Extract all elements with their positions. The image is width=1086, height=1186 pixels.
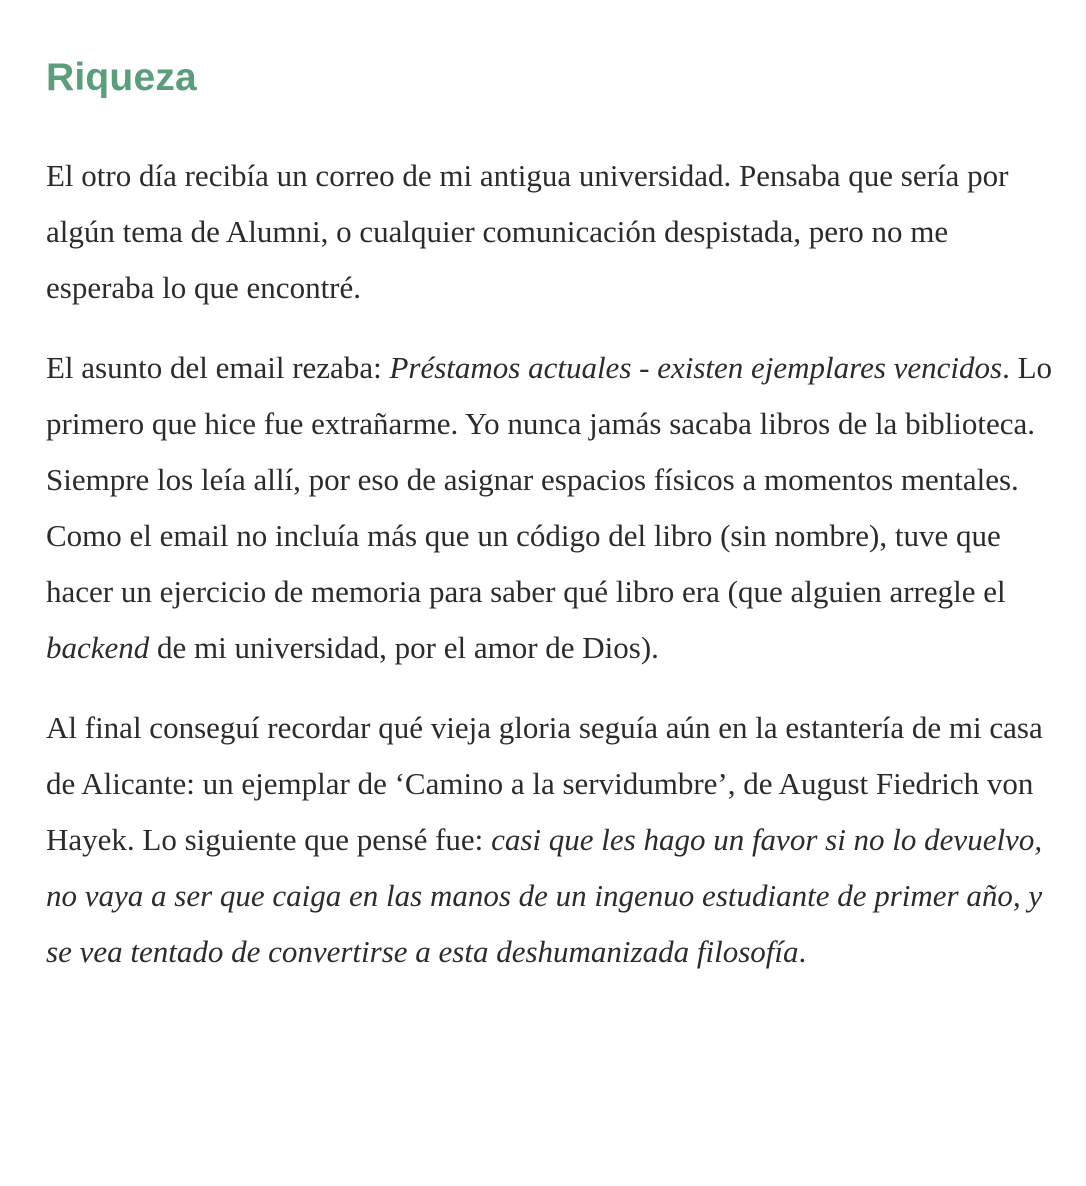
paragraph-2-text-a: El asunto del email rezaba: — [46, 350, 390, 385]
article-title: Riqueza — [46, 56, 197, 99]
email-subject-italic: Préstamos actuales - existen ejemplares vencidos — [389, 350, 1003, 385]
paragraph-1-text: El otro día recibía un correo de mi antigua universidad. Pensaba que sería por algún tema de Alumni, o cualquier comunicación despistada, pero no me esperaba lo que encontré. — [46, 158, 1009, 305]
paragraph-3-text-a: Al final conseguí recordar qué vieja gloria seguía aún en la estantería de mi casa de Alicante: un ejemplar de ‘Camino a la servidumbre’, de August Fiedrich von Hayek. Lo siguiente que pensé fue: — [46, 710, 1043, 857]
paragraph-3 — [46, 700, 1056, 980]
paragraph-1 — [46, 148, 1056, 316]
backend-italic: backend — [46, 630, 150, 665]
thought-italic: casi que les hago un favor si no lo devuelvo, no vaya a ser que caiga en las manos de un ingenuo estudiante de primer año, y se vea tentado de convertirse a esta deshumanizada filosofía — [46, 822, 1043, 969]
paragraph-2 — [46, 340, 1056, 676]
article-body — [46, 148, 1056, 980]
paragraph-2-text-e: de mi universidad, por el amor de Dios). — [149, 630, 659, 665]
paragraph-3-text-c: . — [798, 934, 807, 969]
paragraph-2-text-c: . Lo primero que hice fue extrañarme. Yo nunca jamás sacaba libros de la biblioteca. Siempre los leía allí, por eso de asignar espacios físicos a momentos mentales. Como el email no incluía más que un código del libro (sin nombre), tuve que hacer un ejercicio de memoria para saber qué libro era (que alguien arregle el — [46, 350, 1053, 609]
